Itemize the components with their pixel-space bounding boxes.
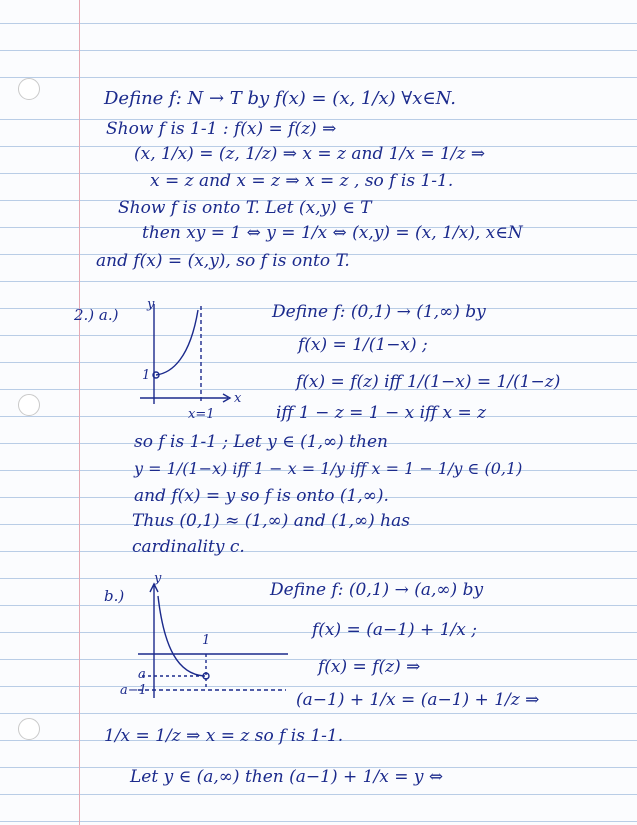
graph-2a-asymptote-label: x=1 — [188, 407, 215, 422]
graph-2b-tick-label: 1 — [202, 633, 211, 648]
proof-2a-line-4: iff 1 − z = 1 − x iff x = z — [276, 403, 487, 423]
graph-2b-curve — [158, 596, 204, 676]
graph-2a-curve — [156, 310, 198, 375]
graph-2a — [128, 296, 252, 424]
proof-line-7: and f(x) = (x,y), so f is onto T. — [96, 251, 350, 271]
graph-2b-y-label: y — [154, 574, 162, 586]
proof-2b-line-4: (a−1) + 1/x = (a−1) + 1/z ⇒ — [296, 690, 540, 710]
proof-2b-line-5: 1/x = 1/z ⇒ x = z so f is 1-1. — [104, 726, 344, 746]
graph-2a-y-label: y — [147, 297, 155, 312]
proof-2a-line-5: so f is 1-1 ; Let y ∈ (1,∞) then — [134, 432, 388, 452]
proof-line-1: Define f: N → T by f(x) = (x, 1/x) ∀x∈N. — [104, 88, 456, 109]
proof-2b-line-1: Define f: (0,1) → (a,∞) by — [270, 580, 484, 600]
graph-2a-point-label: 1 — [142, 368, 151, 383]
proof-2a-line-3: f(x) = f(z) iff 1/(1−x) = 1/(1−z) — [296, 372, 561, 392]
punch-hole-middle — [18, 394, 40, 416]
proof-line-4: x = z and x = z ⇒ x = z , so f is 1-1. — [150, 171, 454, 191]
proof-line-3: (x, 1/x) = (z, 1/z) ⇒ x = z and 1/x = 1/z ⇒ — [134, 144, 486, 164]
proof-2a-line-2: f(x) = 1/(1−x) ; — [298, 335, 428, 355]
graph-2b-level-label: a — [138, 667, 146, 682]
graph-2b-asymptote-label: a−1 — [120, 683, 147, 698]
problem-label-2a: 2.) a.) — [74, 306, 119, 324]
proof-2a-line-6: y = 1/(1−x) iff 1 − x = 1/y iff x = 1 − 1/y ∈ (0,1) — [134, 459, 523, 478]
proof-2b-line-6: Let y ∈ (a,∞) then (a−1) + 1/x = y ⇔ — [130, 767, 444, 787]
problem-label-2b: b.) — [104, 587, 125, 605]
proof-line-5: Show f is onto T. Let (x,y) ∈ T — [118, 198, 372, 218]
graph-2a-x-label: x — [234, 391, 242, 406]
proof-2a-line-9: cardinality c. — [132, 537, 245, 557]
proof-2b-line-3: f(x) = f(z) ⇒ — [318, 657, 421, 677]
punch-hole-bottom — [18, 718, 40, 740]
graph-2b — [118, 574, 294, 700]
margin-line — [79, 0, 80, 825]
proof-2a-line-8: Thus (0,1) ≈ (1,∞) and (1,∞) has — [132, 511, 410, 531]
proof-2a-line-7: and f(x) = y so f is onto (1,∞). — [134, 486, 389, 506]
proof-line-6: then xy = 1 ⇔ y = 1/x ⇔ (x,y) = (x, 1/x), x∈N — [142, 223, 523, 243]
proof-2b-line-2: f(x) = (a−1) + 1/x ; — [312, 620, 477, 640]
proof-line-2: Show f is 1-1 : f(x) = f(z) ⇒ — [106, 119, 337, 139]
punch-hole-top — [18, 78, 40, 100]
proof-2a-line-1: Define f: (0,1) → (1,∞) by — [272, 302, 486, 322]
